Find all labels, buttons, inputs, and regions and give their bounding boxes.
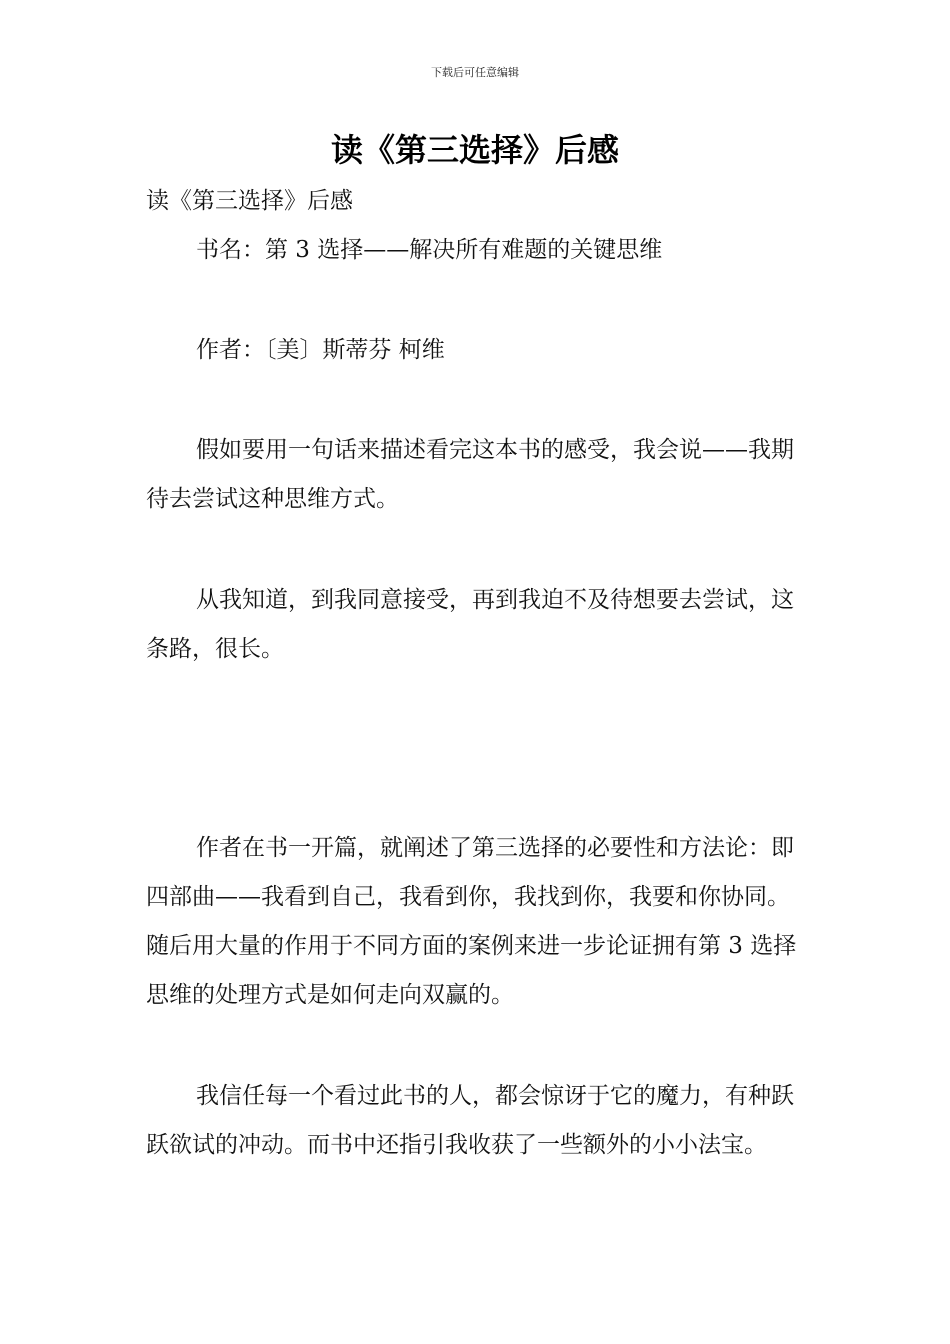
author-line: 作者：〔美〕斯蒂芬 柯维 <box>196 337 445 363</box>
paragraph: 假如要用一句话来描述看完这本书的感受，我会说——我期待去尝试这种思维方式。 <box>146 437 794 512</box>
page-title: 读《第三选择》后感 <box>330 131 619 169</box>
paragraph: 从我知道，到我同意接受，再到我迫不及待想要去尝试，这条路，很长。 <box>146 587 794 662</box>
header-note: 下载后可任意编辑 <box>431 66 519 79</box>
book-name-line: 书名：第 3 选择——解决所有难题的关键思维 <box>196 237 663 263</box>
subtitle: 读《第三选择》后感 <box>146 188 353 214</box>
paragraph: 我信任每一个看过此书的人，都会惊讶于它的魔力，有种跃跃欲试的冲动。而书中还指引我收获了一些额外的小小法宝。 <box>146 1083 794 1158</box>
paragraph: 作者在书一开篇，就阐述了第三选择的必要性和方法论：即四部曲——我看到自己，我看到你，我找到你，我要和你协同。随后用大量的作用于不同方面的案例来进一步论证拥有第 3 选择思维的处理方式是如何走向双赢的。 <box>146 835 797 1008</box>
